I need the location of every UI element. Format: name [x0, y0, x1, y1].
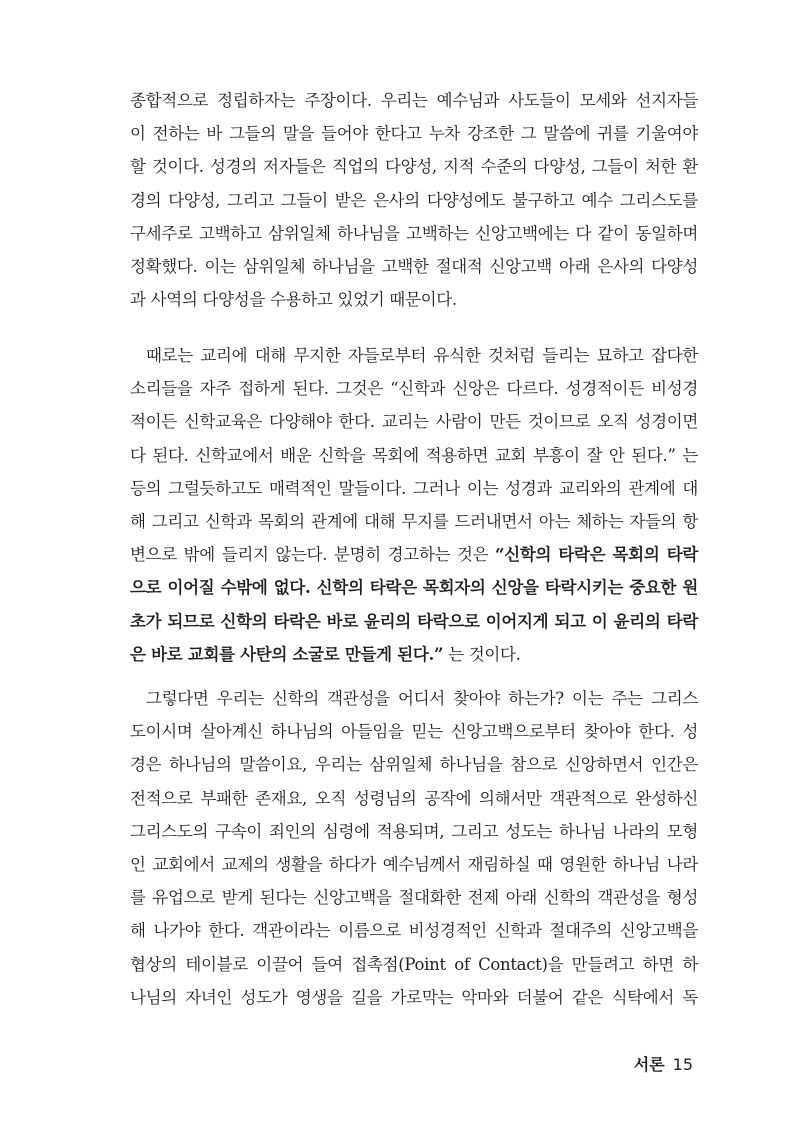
text-line: 도이시며 살아계신 하나님의 아들임을 믿는 신앙고백으로부터 찾아야 한다. 성: [130, 722, 698, 742]
text-line: [130, 540, 698, 570]
text-line: 다 된다. 신학교에서 배운 신학을 목회에 적용하면 교회 부흥이 잘 안 된다.” 는: [130, 445, 698, 465]
text-segment: 는 것이다.: [443, 644, 521, 664]
text-line: 정확했다. 이는 삼위일체 하나님을 고백한 절대적 신앙고백 아래 은사의 다양성: [130, 257, 698, 276]
text-line: 때로는 교리에 대해 무지한 자들로부터 유식한 것처럼 들리는 묘하고 잡다한: [146, 346, 698, 365]
text-line: 협상의 테이블로 이끌어 들여 접촉점(Point of Contact)을 만들려고 하면 하: [130, 954, 698, 974]
text-line: 이 전하는 바 그들의 말을 들어야 한다고 누차 강조한 그 말씀에 귀를 기울여야: [130, 124, 698, 144]
emphasis-text: 으로 이어질 수밖에 없다. 신학의 타락은 목회자의 신앙을 타락시키는 중요한 원: [130, 578, 698, 598]
text-line: 그리스도의 구속이 죄인의 심령에 적용되며, 그리고 성도는 하나님 나라의 모형: [130, 821, 698, 841]
text-line: 나님의 자녀인 성도가 영생을 길을 가로막는 악마와 더불어 같은 식탁에서 독: [130, 987, 698, 1007]
text-line: 해 나가야 한다. 객관이라는 이름으로 비성경적인 신학과 절대주의 신앙고백을: [130, 921, 698, 941]
text-line: [130, 640, 698, 670]
text-line: [130, 573, 698, 603]
page-footer: [634, 1050, 693, 1080]
text-line: 소리들을 자주 접하게 된다. 그것은 “신학과 신앙은 다르다. 성경적이든 비성경: [130, 379, 698, 399]
page-number: 15: [672, 1055, 693, 1074]
text-line: 종합적으로 정립하자는 주장이다. 우리는 예수님과 사도들이 모세와 선지자들: [130, 91, 698, 110]
text-line: 전적으로 부패한 존재요, 오직 성령님의 공작에 의해서만 객관적으로 완성하신: [130, 788, 698, 808]
text-line: 경의 다양성, 그리고 그들이 받은 은사의 다양성에도 불구하고 예수 그리스도를: [130, 190, 698, 210]
emphasis-text: 은 바로 교회를 사탄의 소굴로 만들게 된다.”: [130, 644, 444, 664]
running-section-title: 서론: [633, 1055, 665, 1074]
emphasis-text: “신학의 타락은 목회의 타락: [495, 545, 698, 565]
text-line: 를 유업으로 받게 된다는 신앙고백을 절대화한 전제 아래 신학의 객관성을 형성: [130, 888, 698, 908]
text-line: [130, 607, 698, 637]
text-line: 경은 하나님의 말씀이요, 우리는 삼위일체 하나님을 참으로 신앙하면서 인간은: [130, 755, 698, 775]
text-line: 인 교회에서 교제의 생활을 하다가 예수님께서 재림하실 때 영원한 하나님 나라: [130, 855, 698, 874]
text-line: 할 것이다. 성경의 저자들은 직업의 다양성, 지적 수준의 다양성, 그들이 처한 환: [130, 157, 698, 177]
text-segment: 변으로 밖에 들리지 않는다. 분명히 경고하는 것은: [130, 545, 496, 565]
text-line: 해 그리고 신학과 목회의 관계에 대해 무지를 드러내면서 아는 체하는 자들의 항: [130, 512, 698, 531]
text-line: 적이든 신학교육은 다양해야 한다. 교리는 사람이 만든 것이므로 오직 성경이면: [130, 412, 698, 432]
text-line: 등의 그럴듯하고도 매력적인 말들이다. 그러나 이는 성경과 교리와의 관계에 대: [130, 478, 698, 498]
emphasis-text: 초가 되므로 신학의 타락은 바로 윤리의 타락으로 이어지게 되고 이 윤리의 타락: [130, 611, 698, 631]
text-line: 그렇다면 우리는 신학의 객관성을 어디서 찾아야 하는가? 이는 주는 그리스: [146, 689, 698, 708]
text-line: 과 사역의 다양성을 수용하고 있었기 때문이다.: [130, 290, 457, 310]
text-line: 구세주로 고백하고 삼위일체 하나님을 고백하는 신앙고백에는 다 같이 동일하며: [130, 223, 698, 243]
